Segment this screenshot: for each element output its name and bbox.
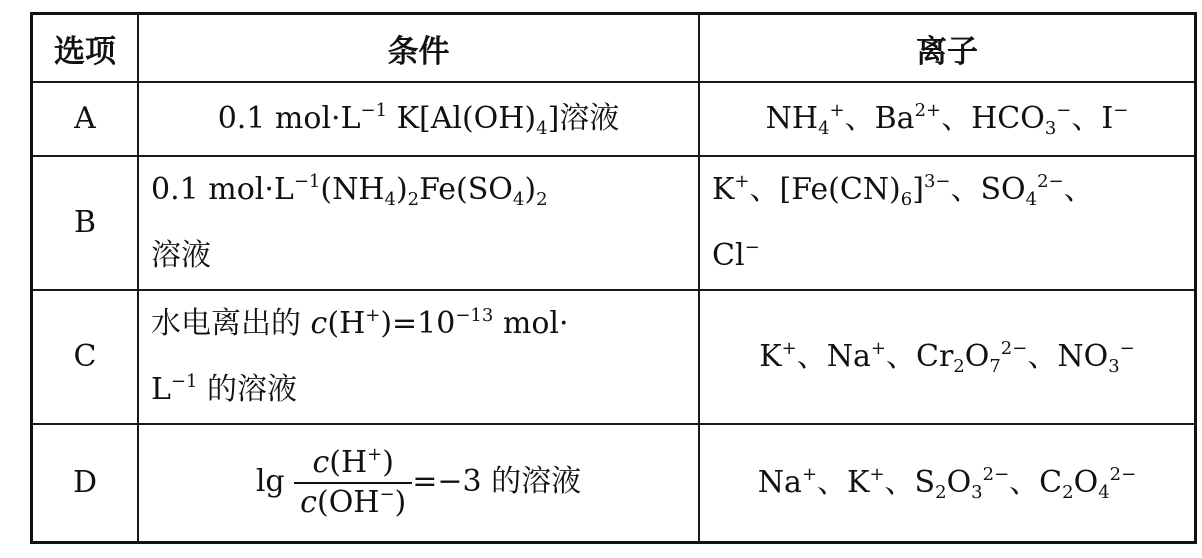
option-label: B — [32, 156, 139, 290]
header-ions: 离子 — [699, 14, 1196, 83]
ions-cell: Na+、K+、$S_2O_3^{2-}$、$C_2O_4^{2-}$ — [699, 424, 1196, 543]
ion-table — [30, 12, 1197, 544]
condition-cell: 0.1 $mol\cdot L^{-1}(NH_4)_2Fe(SO_4)_2$ 溶液 — [138, 156, 699, 290]
header-condition: 条件 — [138, 14, 699, 83]
header-row — [32, 14, 1196, 83]
ions-cell: $NH_4^+$、$Ba^{2+}$、$HCO_3^-$、I− — [699, 82, 1196, 156]
option-label: D — [32, 424, 139, 543]
table-row — [32, 424, 1196, 543]
condition-cell: lg $\frac{c(H^+)}{c(OH^-)}$ =−3 的溶液 — [138, 424, 699, 543]
ions-cell: K+、$[Fe(CN)_6]^{3-}$、$SO_4^{2-}$、 Cl− — [699, 156, 1196, 290]
option-label: C — [32, 290, 139, 424]
table-row — [32, 82, 1196, 156]
table-row — [32, 156, 1196, 290]
header-option: 选项 — [32, 14, 139, 83]
condition-cell: 水电离出的 $c(H^+)=10^{-13}$ mol· $L^{-1}$ 的溶液 — [138, 290, 699, 424]
condition-cell: 0.1 $mol\cdot L^{-1}$ $K[Al(OH)_4]$溶液 — [138, 82, 699, 156]
option-label: A — [32, 82, 139, 156]
table-row — [32, 290, 1196, 424]
ions-cell: K+、Na+、$Cr_2O_7^{2-}$、$NO_3^-$ — [699, 290, 1196, 424]
